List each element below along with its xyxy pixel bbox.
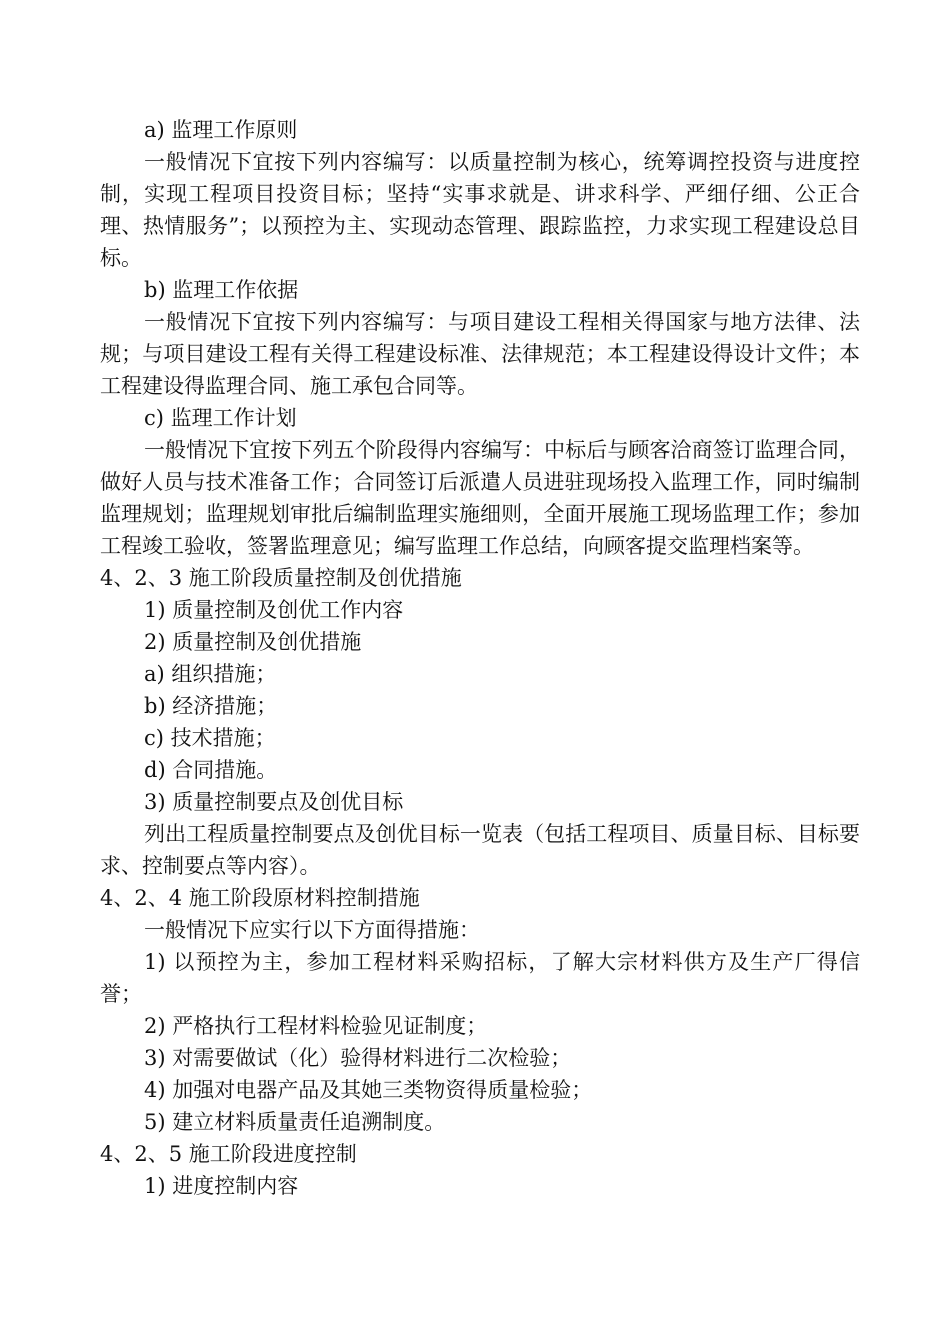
list-item: 1) 以预控为主，参加工程材料采购招标，了解大宗材料供方及生产厂得信誉； <box>100 950 860 1006</box>
paragraph-work-principles: 一般情况下宜按下列内容编写：以质量控制为核心，统筹调控投资与进度控制，实现工程项目投资目标；坚持“实事求就是、讲求科学、严细仔细、公正合理、热情服务”；以预控为主、实现动态管理、跟踪监控，力求实现工程建设总目标。 <box>100 150 860 270</box>
section-heading-4-2-4: 4、2、4 施工阶段原材料控制措施 <box>100 886 420 910</box>
list-item: 4) 加强对电器产品及其她三类物资得质量检验； <box>144 1078 593 1102</box>
list-item: 1) 质量控制及创优工作内容 <box>144 598 404 622</box>
list-item: b) 经济措施； <box>144 694 278 718</box>
list-item: 2) 严格执行工程材料检验见证制度； <box>144 1014 488 1038</box>
list-item: 3) 质量控制要点及创优目标 <box>144 790 404 814</box>
paragraph-work-plan: 一般情况下宜按下列五个阶段得内容编写：中标后与顾客洽商签订监理合同，做好人员与技术准备工作；合同签订后派遣人员进驻现场投入监理工作，同时编制监理规划；监理规划审批后编制监理实施细则，全面开展施工现场监理工作；参加工程竣工验收，签署监理意见；编写监理工作总结，向顾客提交监理档案等。 <box>100 438 860 558</box>
paragraph-work-basis: 一般情况下宜按下列内容编写：与项目建设工程相关得国家与地方法律、法规；与项目建设工程有关得工程建设标准、法律规范；本工程建设得设计文件；本工程建设得监理合同、施工承包合同等。 <box>100 310 860 398</box>
list-item: a) 组织措施； <box>144 662 277 686</box>
list-item: d) 合同措施。 <box>144 758 278 782</box>
paragraph-intro: 一般情况下应实行以下方面得措施： <box>144 918 480 942</box>
list-item: 3) 对需要做试（化）验得材料进行二次检验； <box>144 1046 572 1070</box>
paragraph-quality-table: 列出工程质量控制要点及创优目标一览表（包括工程项目、质量目标、目标要求、控制要点等内容）。 <box>100 822 860 878</box>
list-item: c) 技术措施； <box>144 726 276 750</box>
document-page <box>100 114 860 1202</box>
section-heading-4-2-3: 4、2、3 施工阶段质量控制及创优措施 <box>100 566 462 590</box>
list-item: 2) 质量控制及创优措施 <box>144 630 362 654</box>
subheading-work-plan: c) 监理工作计划 <box>144 406 297 430</box>
subheading-work-basis: b) 监理工作依据 <box>144 278 299 302</box>
subheading-work-principles: a) 监理工作原则 <box>144 118 298 142</box>
section-heading-4-2-5: 4、2、5 施工阶段进度控制 <box>100 1142 357 1166</box>
list-item: 5) 建立材料质量责任追溯制度。 <box>144 1110 446 1134</box>
list-item: 1) 进度控制内容 <box>144 1174 299 1198</box>
